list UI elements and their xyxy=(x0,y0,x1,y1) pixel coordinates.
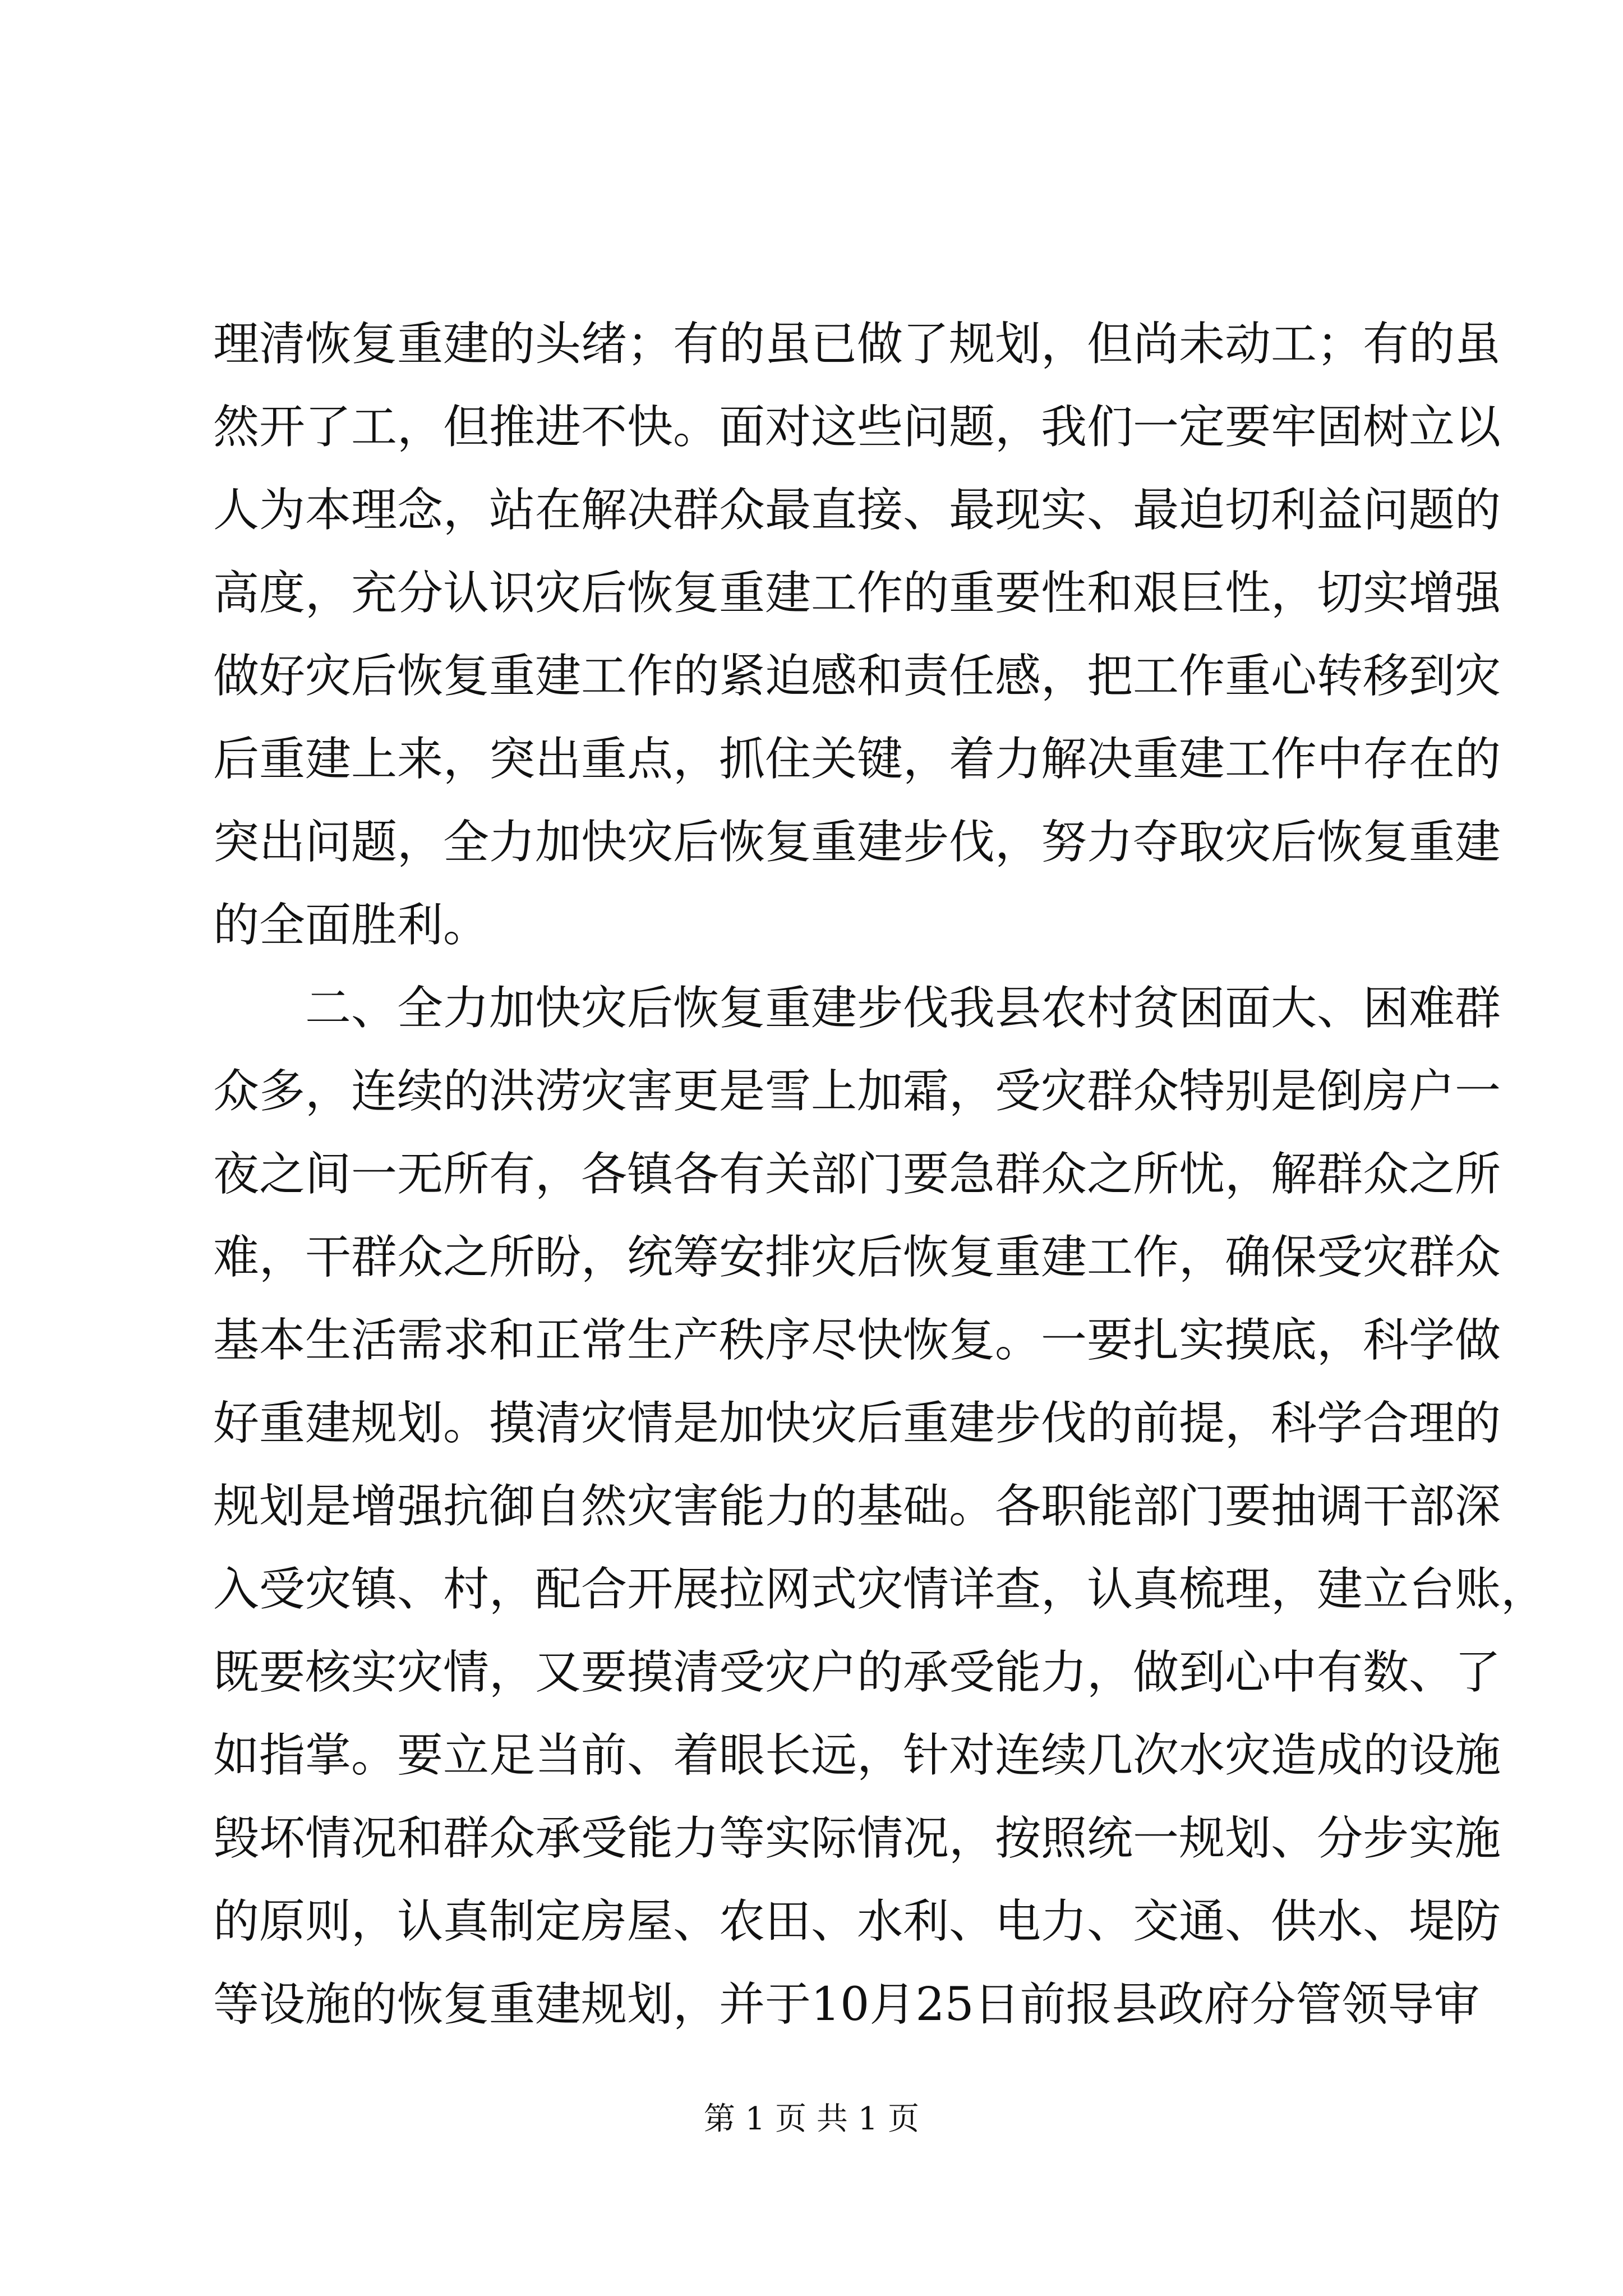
text-line: 二、全力加快灾后恢复重建步伐我县农村贫困面大、困难群 xyxy=(213,982,1501,1035)
text-line: 既要核实灾情，又要摸清受灾户的承受能力，做到心中有数、了 xyxy=(213,1646,1501,1699)
text-line: 夜之间一无所有，各镇各有关部门要急群众之所忧，解群众之所 xyxy=(213,1148,1501,1201)
body-text xyxy=(213,303,1547,2046)
page-footer xyxy=(0,2097,1623,2142)
text-line: 入受灾镇、村，配合开展拉网式灾情详查，认真梳理，建立台账， xyxy=(213,1563,1547,1616)
text-line: 突出问题，全力加快灾后恢复重建步伐，努力夺取灾后恢复重建 xyxy=(213,816,1501,869)
text-line: 高度，充分认识灾后恢复重建工作的重要性和艰巨性，切实增强 xyxy=(213,567,1501,620)
page-number: 第 1 页 共 1 页 xyxy=(703,2101,920,2137)
text-line: 如指掌。要立足当前、着眼长远，针对连续几次水灾造成的设施 xyxy=(213,1729,1501,1782)
text-line: 做好灾后恢复重建工作的紧迫感和责任感，把工作重心转移到灾 xyxy=(213,650,1501,703)
text-line: 规划是增强抗御自然灾害能力的基础。各职能部门要抽调干部深 xyxy=(213,1480,1501,1533)
text-line: 难，干群众之所盼，统筹安排灾后恢复重建工作，确保受灾群众 xyxy=(213,1231,1501,1284)
text-line: 众多，连续的洪涝灾害更是雪上加霜，受灾群众特别是倒房户一 xyxy=(213,1065,1501,1118)
text-line: 理清恢复重建的头绪；有的虽已做了规划，但尚未动工；有的虽 xyxy=(213,318,1501,371)
text-line: 的原则，认真制定房屋、农田、水利、电力、交通、供水、堤防 xyxy=(213,1895,1501,1948)
text-line: 人为本理念，站在解决群众最直接、最现实、最迫切利益问题的 xyxy=(213,484,1501,537)
text-line: 好重建规划。摸清灾情是加快灾后重建步伐的前提，科学合理的 xyxy=(213,1397,1501,1450)
text-line: 的全面胜利。 xyxy=(213,899,490,952)
text-line: 基本生活需求和正常生产秩序尽快恢复。一要扎实摸底，科学做 xyxy=(213,1314,1501,1367)
text-line: 毁坏情况和群众承受能力等实际情况，按照统一规划、分步实施 xyxy=(213,1812,1501,1865)
text-line: 等设施的恢复重建规划，并于10月25日前报县政府分管领导审 xyxy=(213,1978,1480,2031)
text-line: 后重建上来，突出重点，抓住关键，着力解决重建工作中存在的 xyxy=(213,733,1501,786)
text-line: 然开了工，但推进不快。面对这些问题，我们一定要牢固树立以 xyxy=(213,401,1501,454)
